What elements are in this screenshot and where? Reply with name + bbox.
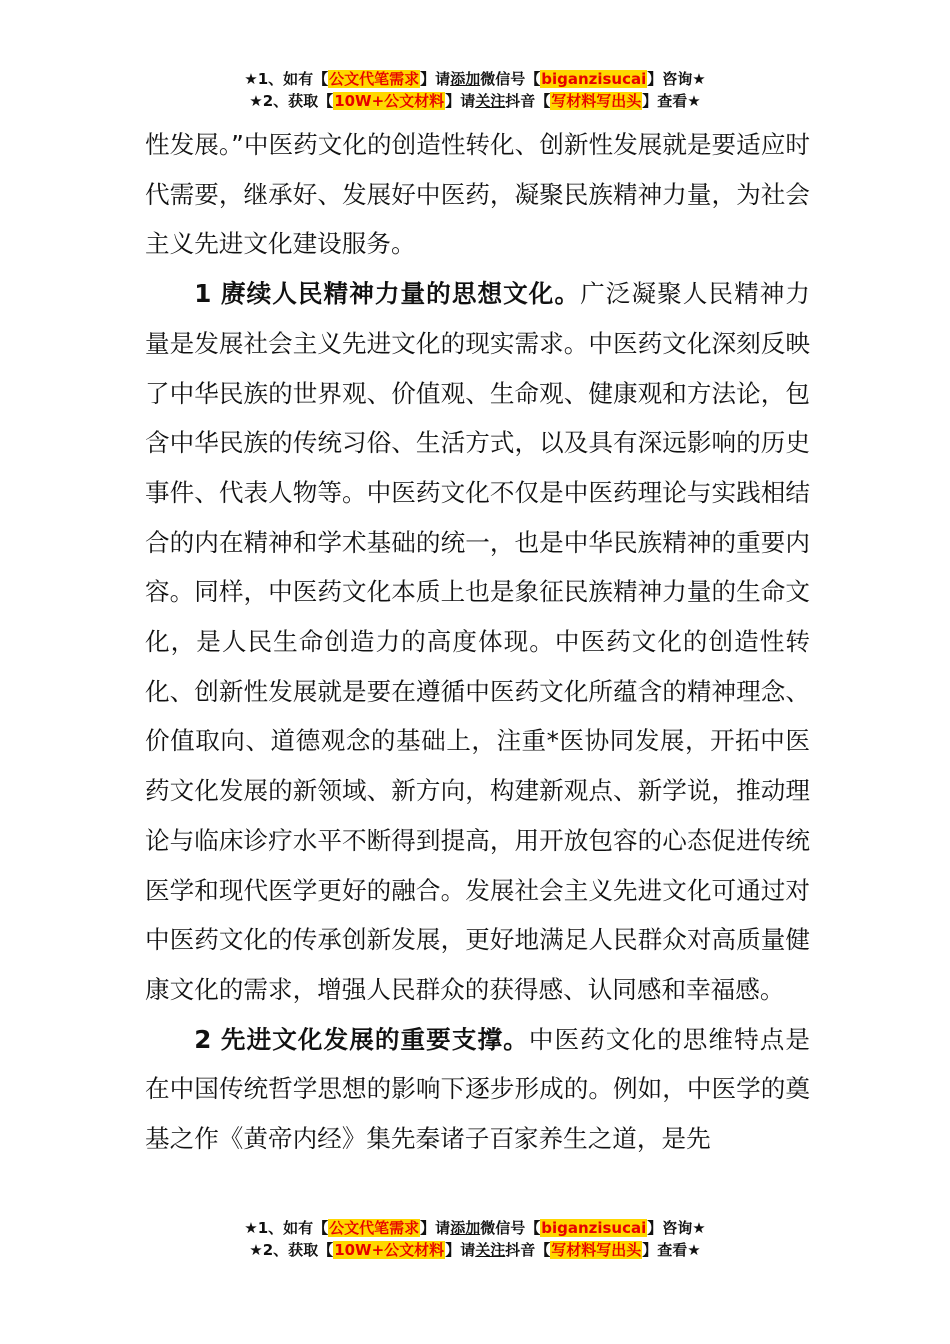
banner-text: 】咨询★: [647, 1219, 706, 1237]
highlight-douyin-account: 写材料写出头: [551, 92, 642, 110]
banner-text: 2、获取【: [262, 1241, 334, 1259]
banner-emphasis: 添加: [450, 70, 481, 88]
banner-text: 】查看★: [642, 1241, 701, 1259]
highlight-wechat-id: biganzisucai: [541, 1219, 647, 1237]
paragraph-text: 性发展。”中医药文化的创造性转化、创新性发展就是要适应时代需要，继承好、发展好中医药，凝聚民族精神力量，为社会主义先进文化建设服务。: [145, 130, 810, 259]
document-body: [145, 120, 810, 1164]
highlight-service: 公文代笔需求: [329, 70, 420, 88]
banner-text: 】请: [420, 70, 451, 88]
banner-emphasis: 关注: [475, 92, 506, 110]
banner-text: 】请: [420, 1219, 451, 1237]
section-heading: 2 先进文化发展的重要支撑。: [194, 1024, 529, 1054]
banner-text: 】请: [445, 1241, 476, 1259]
highlight-materials: 10W+公文材料: [334, 92, 445, 110]
star-icon: ★: [249, 92, 263, 110]
banner-emphasis: 关注: [475, 1241, 506, 1259]
banner-text: 抖音【: [505, 92, 551, 110]
banner-text: 】查看★: [642, 92, 701, 110]
footer-banner: [0, 1217, 950, 1261]
banner-text: 微信号【: [480, 1219, 541, 1237]
star-icon: ★: [244, 70, 258, 88]
banner-text: 微信号【: [480, 70, 541, 88]
banner-line-2: [0, 1239, 950, 1261]
banner-text: 】咨询★: [647, 70, 706, 88]
paragraph-section-1: [145, 269, 810, 1015]
highlight-douyin-account: 写材料写出头: [551, 1241, 642, 1259]
paragraph-text: 中医药文化的思维特点是在中国传统哲学思想的影响下逐步形成的。例如，中医学的奠基之作《黄帝内经》集先秦诸子百家养生之道，是先: [145, 1024, 810, 1154]
star-icon: ★: [244, 1219, 258, 1237]
banner-line-2: [0, 90, 950, 112]
header-banner: [0, 68, 950, 112]
banner-text: 抖音【: [505, 1241, 551, 1259]
highlight-materials: 10W+公文材料: [334, 1241, 445, 1259]
banner-line-1: [0, 1217, 950, 1239]
paragraph-text: 广泛凝聚人民精神力量是发展社会主义先进文化的现实需求。中医药文化深刻反映了中华民族的世界观、价值观、生命观、健康观和方法论，包含中华民族的传统习俗、生活方式，以及具有深远影响的历史事件、代表人物等。中医药文化不仅是中医药理论与实践相结合的内在精神和学术基础的统一，也是中华民族精神的重要内容。同样，中医药文化本质上也是象征民族精神力量的生命文化，是人民生命创造力的高度体现。中医药文化的创造性转化、创新性发展就是要在遵循中医药文化所蕴含的精神理念、价值取向、道德观念的基础上，注重*医协同发展，开拓中医药文化发展的新领域、新方向，构建新观点、新学说，推动理论与临床诊疗水平不断得到提高，用开放包容的心态促进传统医学和现代医学更好的融合。发展社会主义先进文化可通过对中医药文化的传承创新发展，更好地满足人民群众对高质量健康文化的需求，增强人民群众的获得感、认同感和幸福感。: [145, 279, 810, 1004]
banner-text: 1、如有【: [257, 70, 329, 88]
highlight-service: 公文代笔需求: [329, 1219, 420, 1237]
banner-text: 】请: [445, 92, 476, 110]
paragraph-continuation: [145, 120, 810, 269]
banner-text: 1、如有【: [257, 1219, 329, 1237]
paragraph-section-2: [145, 1015, 810, 1164]
banner-text: 2、获取【: [262, 92, 334, 110]
banner-emphasis: 添加: [450, 1219, 481, 1237]
section-heading: 1 赓续人民精神力量的思想文化。: [194, 279, 581, 309]
banner-line-1: [0, 68, 950, 90]
highlight-wechat-id: biganzisucai: [541, 70, 647, 88]
star-icon: ★: [249, 1241, 263, 1259]
